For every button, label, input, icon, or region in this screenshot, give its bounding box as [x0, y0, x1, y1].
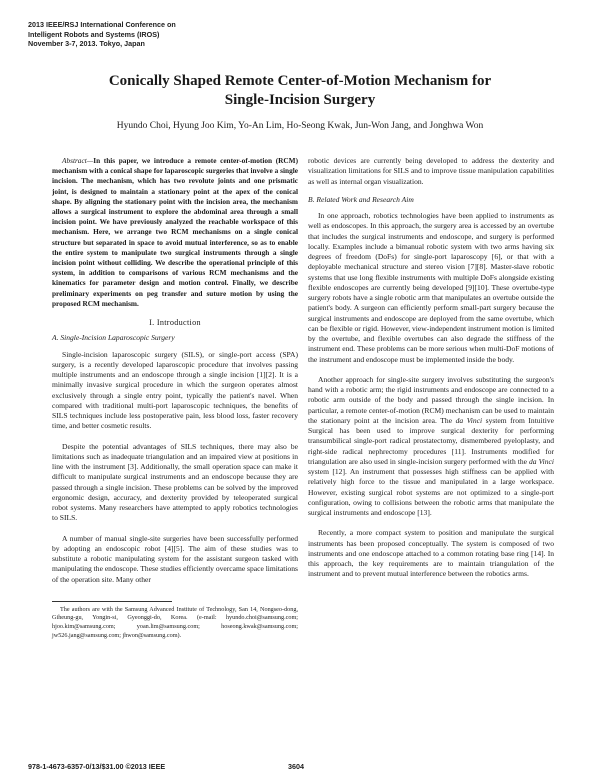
subsection-heading-b: B. Related Work and Research Aim [308, 194, 414, 204]
intro-paragraph-3: A number of manual single-site surgeries have been successfully performed by adopting an endoscopic robot [4][5]. The aim of these studies was to substitute a robotic manipulating system for the assistant surgeon tasked with manipulating the endoscope. These studies efficiently overcame space limitations of the operation site. Many other [52, 533, 298, 584]
paragraph-segment: system from Intuitive Surgical has been used to improve surgical dexterity for performing transumbilical single-port radical prostatectomy, dismembered pyeloplasty, and right-side radical nephrectomy procedures [11]. Instruments modified for triangulation are also used in single-incision surgery performed with the [308, 415, 554, 466]
conference-header [28, 20, 176, 49]
intro-paragraph-3-continued: robotic devices are currently being developed to address the dexterity and visualization limitations for SILS and to improve tissue manipulation capabilities as well as internal organ visualization. [308, 156, 554, 186]
subsection-heading-a: A. Single-Incision Laparoscopic Surgery [52, 333, 175, 343]
conference-line-1: 2013 IEEE/RSJ International Conference on [28, 20, 176, 29]
intro-paragraph-2: Despite the potential advantages of SILS techniques, there may also be limitations such as inadequate triangulation and an impaired view at positions in line with the instrument [3]. Additionally, the small operation space can make it difficult to manipulate surgical instruments and an endoscope because they are passed through a single incision. These problems can be solved by the improved ergonomic design, accuracy, and dexterity provided by teleoperated surgical robot systems. Many researchers have attempted to apply robotics technologies to SILS. [52, 441, 298, 523]
conference-line-3: November 3-7, 2013. Tokyo, Japan [28, 39, 145, 49]
conference-line-2: Intelligent Robots and Systems (IROS) [28, 29, 160, 39]
footnote-divider [52, 601, 172, 602]
isbn-copyright: 978-1-4673-6357-0/13/$31.00 ©2013 IEEE [28, 762, 166, 771]
related-work-paragraph-2 [308, 375, 554, 519]
abstract-label: Abstract [62, 156, 87, 165]
da-vinci-term: da Vinci [455, 415, 483, 425]
section-heading-introduction: I. Introduction [149, 318, 201, 328]
intro-paragraph-1: Single-incision laparoscopic surgery (SILS), or single-port access (SPA) surgery, is a recently developed laparoscopic procedure that involves passing multiple instruments and an endoscope through a single incision [1][2]. It is a minimally invasive surgical procedure in which the surgeon operates almost exclusively through a single entry point, typically the patient's navel. When compared with traditional multi-port laparoscopic techniques, the benefits of SILS techniques include less postoperative pain, less blood loss, faster recovery time, and better cosmetic results. [52, 349, 298, 431]
abstract-text: In this paper, we introduce a remote center-of-motion (RCM) mechanism with a conical shape for laparoscopic surgeries that involve a single incision. The mechanism, which has two revolute joints and one prismatic joint, is designed to maintain a stationary point at the apex of the conical shape. By aligning the stationary point with the incision area, the mechanism allows a surgical instrument to explore the abdominal area through a small incision point. We have previously analyzed the reachable workspace of this mechanism. Here, we arrange two RCM mechanisms on a single conical structure but separated in space to avoid mutual interference, so as to enable the entire system to manipulate two surgical instruments through a single incision point without colliding. We describe the operational principle of this system, in addition to comparisons of various RCM mechanisms and the kinematics for parameter design and motion control. Finally, we describe preliminary experiments on peg transfer and suture motion by using the proposed RCM mechanism. [52, 156, 298, 308]
author-list: Hyundo Choi, Hyung Joo Kim, Yo-An Lim, Ho-Seong Kwak, Jun-Won Jang, and Jonghwa Won [116, 121, 484, 131]
paper-title-line-1: Conically Shaped Remote Center-of-Motion Mechanism for [108, 73, 492, 89]
page-number: 3604 [288, 762, 304, 771]
related-work-paragraph-3: Recently, a more compact system to position and manipulate the surgical instruments has been proposed conceptually. The system is composed of two instruments and one endoscope attached to a common rotating base ring [14]. In this approach, the key requirements are to maintain triangulation of the instrument and to prevent mutual interference between the robotics arms. [308, 528, 554, 579]
related-work-paragraph-1: In one approach, robotics technologies have been applied to instruments as well as endoscopes. In this approach, the surgery area is accessed by an overtube that includes the surgical instruments and endoscope, and surgery is performed locally. Examples include a bimanual robotic system with two arms having six degrees of freedom (DoFs) for single-port laparoscopy [6], or that with a deployable mechanical structure and stereo vision [7][8]. Master-slave robotic systems that use long flexible instruments with multiple DoFs alongside existing flexible endoscopes are currently being developed [9][10]. These overtube-type surgery robots have a single robotic arm that manipulates an overtube outside the patient's body. A surgeon can efficiently perform small-part surgery because the surgical instruments and endoscope are deployed from the same overtube, which can be flexible or rigid. However, view-independent instrument motion is limited by the overtube, and flexible overtubes can also degrade the stiffness of the instrument end. These problems can be more serious when multi-DoF motions of the instrument and endoscope must be implemented inside the body. [308, 211, 554, 364]
paper-title [0, 72, 600, 110]
paragraph-segment: Another approach for single-site surgery involves substituting the surgeon's hand with a robotic arm; the rigid instruments and endoscope are connected to a robotic arm outside of the body and passed through the single incision. In particular, a remote center-of-motion (RCM) mechanism can be used to maintain the stationary point at the incision area. The [308, 374, 554, 425]
right-column [308, 156, 554, 580]
da-vinci-term: da Vinci [529, 456, 554, 466]
abstract: Abstract—In this paper, we introduce a remote center-of-motion (RCM) mechanism with a conical shape for laparoscopic surgeries that involve a single incision. The mechanism, which has two revolute joints and one prismatic joint, is designed to maintain a stationary point at the apex of the conical shape. By aligning the stationary point with the incision area, the mechanism allows a surgical instrument to explore the abdominal area through a small incision point. We have previously analyzed the reachable workspace of this mechanism. Here, we arrange two RCM mechanisms on a single conical structure but separated in space to avoid mutual interference, so as to enable the entire system to manipulate two surgical instruments through a single incision point without colliding. We describe the operational principle of this system, in addition to comparisons of various RCM mechanisms and the kinematics for parameter design and motion control. Finally, we describe preliminary experiments on peg transfer and suture motion by using the proposed RCM mechanism. [52, 156, 298, 308]
paragraph-segment: system [12]. An instrument that possesses high stiffness can be applied with relatively high force to the tissue and manipulated in a large workspace. However, existing surgical robot systems are not optimized to a single-port configuration, owing to collisions between the robotic arms that manipulate the surgical instruments and endoscope [13]. [308, 467, 554, 517]
left-column [52, 156, 298, 640]
paper-title-line-2: Single-Incision Surgery [224, 92, 376, 108]
author-affiliation-footnote: The authors are with the Samsung Advanced Institute of Technology, San 14, Nongseo-dong, Giheung-gu, Yongin-si, Gyeonggi-do, Korea. (e-mail: hyundo.choi@samsung.com; hjoo.kim@samsung.com; yoan.lim@samsung.com; hoseong.kwak@samsung.com; jw526.jang@samsung.com; jhwon@samsung.com). [52, 605, 298, 639]
